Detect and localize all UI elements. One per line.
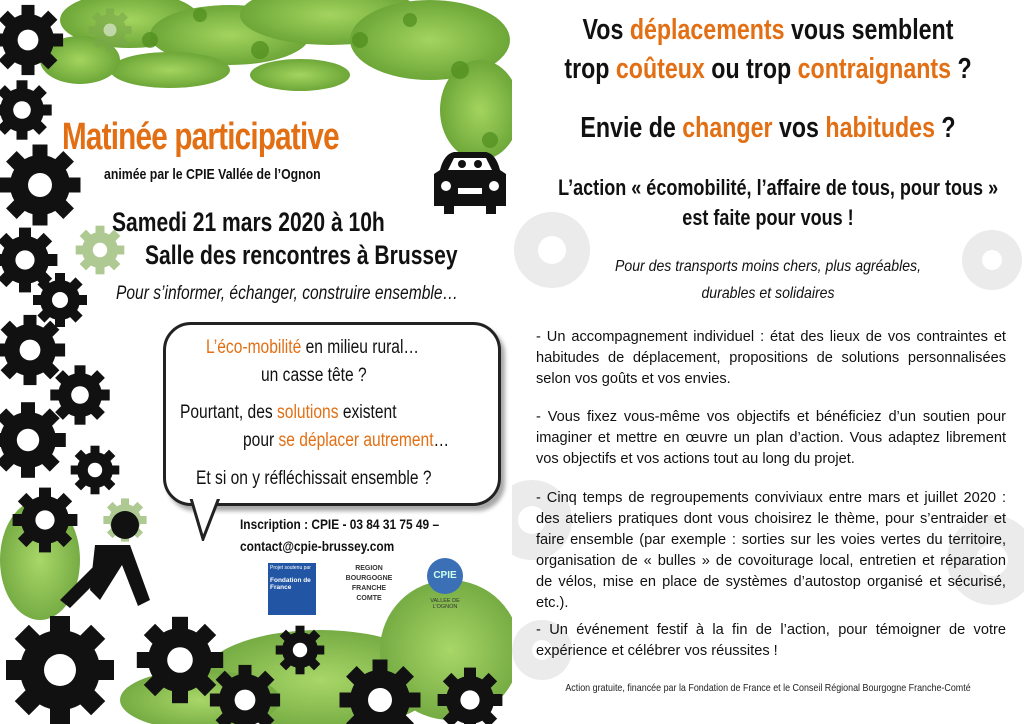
intro-line-1: Pour des transports moins chers, plus agréables, (614, 258, 921, 275)
contact-phone: Inscription : CPIE - 03 84 31 75 49 – (240, 516, 440, 532)
paragraph-4: - Un événement festif à la fin de l’action, pour témoigner de votre expérience et célébrer vos réussites ! (536, 622, 1006, 659)
headline-line-1: Vos déplacements vous semblent (582, 14, 954, 46)
event-date: Samedi 21 mars 2020 à 10h (112, 207, 385, 237)
headline-line-2: trop coûteux ou trop contraignants ? (564, 53, 972, 85)
bubble-line-1: L’éco-mobilité en milieu rural… (206, 337, 420, 358)
fondation-de-france-logo: Projet soutenu par Fondation de France (268, 563, 316, 615)
car-icon (434, 152, 506, 214)
bubble-line-5: Et si on y réfléchissait ensemble ? (196, 468, 432, 489)
paragraph-2: - Vous fixez vous-même vos objectifs et bénéficiez d’un soutien pour imaginer et mettre en œuvre un plan d’action. Vous adaptez librement vos objectifs et vos actions tout au long du projet. (536, 409, 1006, 467)
event-tagline: Pour s’informer, échanger, construire ensemble… (116, 283, 459, 304)
bubble-line-3: Pourtant, des solutions existent (180, 402, 397, 423)
event-title: Matinée participative (62, 116, 339, 158)
event-place: Salle des rencontres à Brussey (145, 240, 458, 270)
bubble-tail (185, 495, 225, 541)
paragraph-3: - Cinq temps de regroupements conviviaux entre mars et juillet 2020 : des ateliers pratiques dont vous choisirez le thème, pour s’entraider et faire ensemble (par exemple : sorties sur les voies vertes du territoire, organisation de « bulles » de covoiturage local, entretien et réparation de vélos, mise en place de systèmes d’autostop organisé et sécurisé, etc.). (536, 490, 1006, 611)
contact-email[interactable]: contact@cpie-brussey.com (240, 538, 395, 554)
bubble-line-2: un casse tête ? (261, 365, 367, 386)
headline-line-3: Envie de changer vos habitudes ? (580, 112, 956, 144)
footer-note: Action gratuite, financée par la Fondation de France et le Conseil Régional Bourgogne Franche-Comté (565, 682, 971, 694)
gears-left (0, 5, 119, 553)
region-logo: REGION BOURGOGNE FRANCHE COMTE (345, 565, 393, 602)
action-title-line-2: est faite pour vous ! (682, 205, 854, 230)
right-panel (512, 0, 1024, 724)
event-subtitle: animée par le CPIE Vallée de l’Ognon (104, 166, 321, 183)
speech-bubble (163, 322, 501, 506)
action-title-line-1: L’action « écomobilité, l’affaire de tous, pour tous » (558, 175, 999, 200)
intro-line-2: durables et solidaires (701, 285, 835, 302)
bubble-line-4: pour se déplacer autrement… (243, 430, 450, 451)
cpie-logo: CPIE VALLEE DE L’OGNON (420, 558, 470, 618)
paragraph-1: - Un accompagnement individuel : état des lieux de vos contraintes et habitudes de déplacement, propositions de solutions personnalisées selon vos goûts et vos envies. (536, 329, 1006, 387)
